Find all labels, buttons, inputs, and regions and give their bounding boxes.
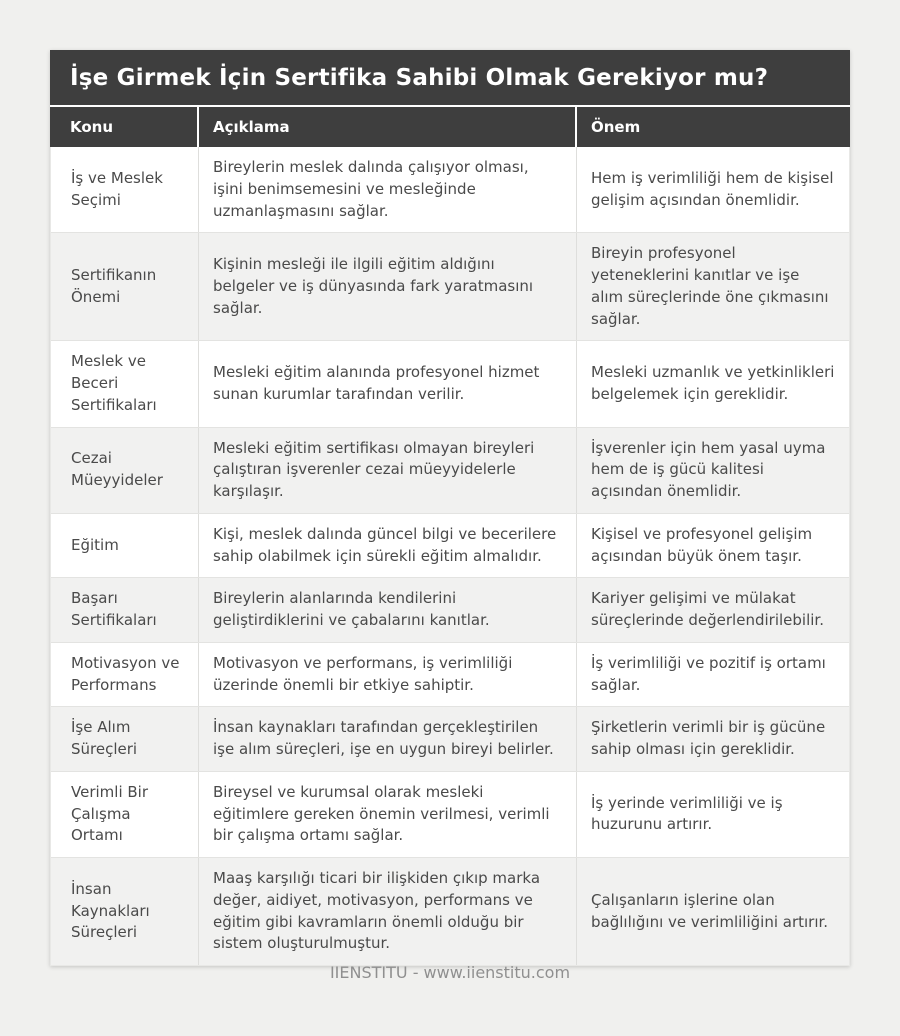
table-row — [51, 340, 849, 426]
cell-onem-text: Mesleki uzmanlık ve yetkinlikleri belgelemek için gereklidir. — [591, 363, 835, 403]
cell-onem-text: Bireyin profesyonel yeteneklerini kanıtlar ve işe alım süreçlerinde öne çıkmasını sağlar. — [591, 244, 829, 328]
cell-aciklama — [198, 233, 576, 340]
table-header-row — [50, 107, 850, 147]
cell-aciklama-text: Bireylerin alanlarında kendilerini geliştirdiklerini ve çabalarını kanıtlar. — [213, 589, 490, 629]
cell-aciklama — [198, 643, 576, 707]
cell-onem — [576, 147, 851, 232]
cell-onem — [576, 772, 851, 857]
page-title: İşe Girmek İçin Sertifika Sahibi Olmak Gerekiyor mu? — [50, 50, 850, 107]
cell-onem — [576, 643, 851, 707]
cell-konu — [51, 147, 198, 232]
cell-konu — [51, 428, 198, 513]
cell-aciklama-text: Maaş karşılığı ticari bir ilişkiden çıkıp marka değer, aidiyet, motivasyon, performans ve eğitim gibi kavramların önemli olduğu bir sistem oluşturulmuştur. — [213, 869, 541, 953]
cell-onem-text: İş yerinde verimliliği ve iş huzurunu artırır. — [591, 793, 783, 834]
cell-konu — [51, 514, 198, 578]
cell-konu — [51, 643, 198, 707]
cell-konu — [51, 233, 198, 340]
table-row — [51, 577, 849, 642]
table-row — [51, 513, 849, 578]
cell-konu-text: Meslek ve Beceri Sertifikaları — [71, 352, 157, 414]
cell-aciklama — [198, 578, 576, 642]
table-row — [51, 147, 849, 232]
cell-konu — [51, 578, 198, 642]
cell-konu-text: İş ve Meslek Seçimi — [71, 168, 163, 209]
table-row — [51, 706, 849, 771]
cell-onem — [576, 578, 851, 642]
cell-aciklama-text: Bireylerin meslek dalında çalışıyor olması, işini benimsemesini ve mesleğinde uzmanlaşmasını sağlar. — [213, 158, 529, 220]
table-row — [51, 427, 849, 513]
cell-konu — [51, 341, 198, 426]
cell-onem — [576, 707, 851, 771]
table-row — [51, 857, 849, 965]
cell-aciklama-text: Kişi, meslek dalında güncel bilgi ve becerilere sahip olabilmek için sürekli eğitim almalıdır. — [213, 524, 557, 565]
cell-konu-text: Cezai Müeyyideler — [71, 449, 163, 490]
cell-aciklama — [198, 341, 576, 426]
cell-aciklama-text: Motivasyon ve performans, iş verimliliği üzerinde önemli bir etkiye sahiptir. — [213, 653, 513, 694]
cell-onem-text: İş verimliliği ve pozitif iş ortamı sağlar. — [591, 653, 826, 694]
cell-onem-text: Kariyer gelişimi ve mülakat süreçlerinde değerlendirilebilir. — [591, 589, 824, 629]
column-header-konu: Konu — [70, 118, 114, 136]
cell-onem-text: Şirketlerin verimli bir iş gücüne sahip olması için gereklidir. — [591, 718, 826, 758]
table-row — [51, 771, 849, 857]
cell-konu-text: Başarı Sertifikaları — [71, 589, 157, 629]
cell-onem-text: İşverenler için hem yasal uyma hem de iş gücü kalitesi açısından önemlidir. — [591, 438, 826, 500]
cell-onem — [576, 341, 851, 426]
footer-attribution: IIENSTITU - www.iienstitu.com — [329, 963, 571, 982]
cell-aciklama — [198, 707, 576, 771]
table-row — [51, 232, 849, 340]
cell-aciklama-text: Kişinin mesleği ile ilgili eğitim aldığını belgeler ve iş dünyasında fark yaratmasını sağlar. — [213, 255, 534, 317]
cell-aciklama — [198, 428, 576, 513]
cell-onem — [576, 514, 851, 578]
cell-onem-text: Hem iş verimliliği hem de kişisel gelişim açısından önemlidir. — [591, 168, 834, 209]
cell-onem-text: Kişisel ve profesyonel gelişim açısından büyük önem taşır. — [591, 524, 813, 565]
cell-konu-text: Eğitim — [71, 535, 119, 554]
cell-konu — [51, 858, 198, 965]
cell-konu-text: Motivasyon ve Performans — [71, 653, 180, 694]
cell-aciklama-text: Bireysel ve kurumsal olarak mesleki eğitimlere gereken önemin verilmesi, verimli bir çalışma ortamı sağlar. — [213, 782, 550, 845]
cell-aciklama-text: Mesleki eğitim sertifikası olmayan bireyleri çalıştıran işverenler cezai müeyyidelerle karşılaşır. — [213, 438, 535, 500]
cell-aciklama-text: Mesleki eğitim alanında profesyonel hizmet sunan kurumlar tarafından verilir. — [213, 363, 540, 403]
table-card — [50, 50, 850, 966]
column-header-onem: Önem — [575, 107, 850, 147]
cell-konu-text: İşe Alım Süreçleri — [71, 718, 138, 758]
cell-konu-text: Sertifikanın Önemi — [71, 266, 157, 306]
column-header-aciklama: Açıklama — [197, 107, 575, 147]
cell-konu — [51, 772, 198, 857]
cell-aciklama — [198, 147, 576, 232]
cell-aciklama — [198, 772, 576, 857]
table-row — [51, 642, 849, 707]
cell-konu-text: Verimli Bir Çalışma Ortamı — [71, 782, 148, 845]
cell-onem — [576, 233, 851, 340]
cell-aciklama — [198, 858, 576, 965]
cell-aciklama-text: İnsan kaynakları tarafından gerçekleştirilen işe alım süreçleri, işe en uygun bireyi belirler. — [213, 718, 554, 758]
cell-onem — [576, 858, 851, 965]
cell-konu — [51, 707, 198, 771]
cell-konu-text: İnsan Kaynakları Süreçleri — [71, 879, 150, 942]
cell-onem — [576, 428, 851, 513]
table-body — [50, 147, 850, 966]
cell-onem-text: Çalışanların işlerine olan bağlılığını ve verimliliğini artırır. — [591, 890, 829, 931]
cell-aciklama — [198, 514, 576, 578]
